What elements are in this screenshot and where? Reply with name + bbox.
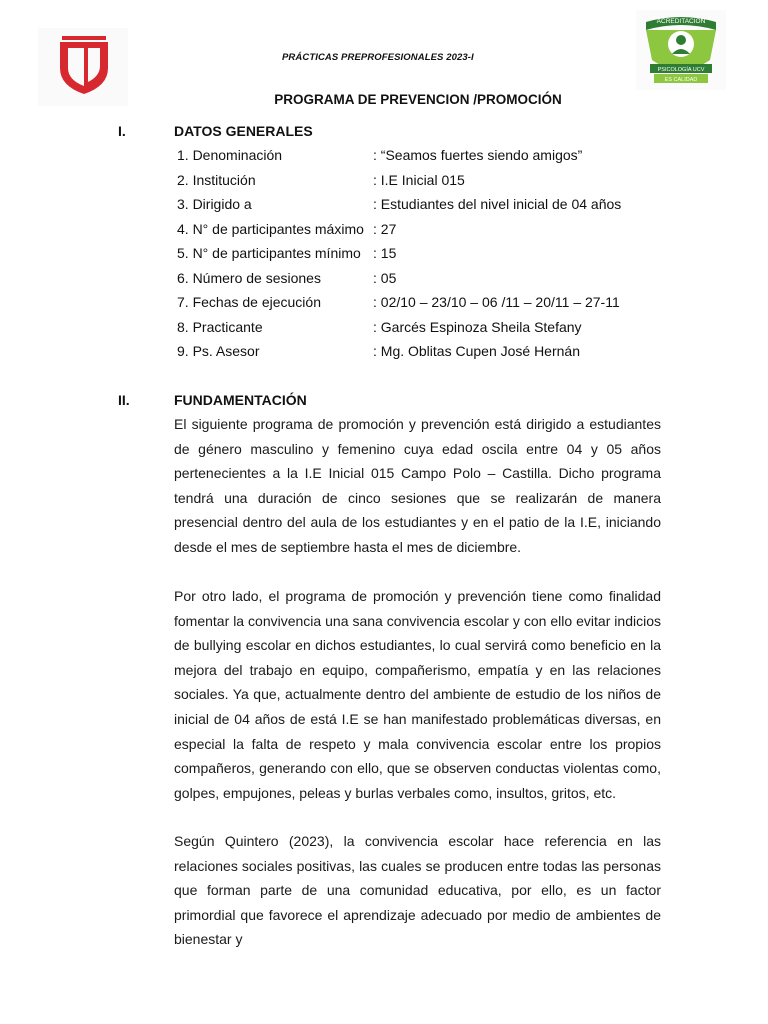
section-1-number: I. (118, 123, 126, 139)
section-2-number: II. (118, 392, 130, 408)
item-label: 6. Número de sesiones (177, 269, 321, 286)
item-label: 7. Fechas de ejecución (177, 294, 321, 310)
section-1-title: DATOS GENERALES (174, 123, 313, 139)
item-label: 2. Institución (177, 171, 256, 188)
general-data-list (177, 145, 677, 366)
list-item (177, 145, 677, 170)
item-value: : I.E Inicial 015 (373, 171, 465, 188)
item-value: : 15 (373, 245, 397, 261)
logo-psychology-text: PSICOLOGÍA UCV (657, 67, 705, 73)
item-value: : Estudiantes del nivel inicial de 04 años (373, 196, 622, 212)
running-header: PRÁCTICAS PREPROFESIONALES 2023-I (282, 52, 474, 63)
list-item (177, 317, 677, 342)
paragraph: Por otro lado, el programa de promoción y prevención tiene como finalidad fomentar la convivencia una sana convivencia escolar y con ello evitar indicios de bullying escolar en dichos estudiantes, lo cual servirá como beneficio en la mejora del trabajo en equipo, compañerismo, empatía y en las relaciones sociales. Ya que, actualmente dentro del ambiente de estudio de los niños de inicial de 04 años de está I.E se han manifestado problemáticas diversas, en especial la falta de respeto y mala convivencia escolar entre los propios compañeros, generando con ello, que se observen conductas violentas como, golpes, empujones, peleas y burlas verbales como, insultos, gritos, etc. (174, 588, 661, 801)
document-title: PROGRAMA DE PREVENCION /PROMOCIÓN (274, 92, 562, 107)
paragraph: El siguiente programa de promoción y prevención está dirigido a estudiantes de género masculino y femenino cuya edad oscila entre 04 y 05 años pertenecientes a la I.E Inicial 015 Campo Polo – Castilla. Dicho programa tendrá una duración de cinco sesiones que se realizarán de manera presencial dentro del aula de los estudiantes y en el patio de la I.E, iniciando desde el mes de septiembre hasta el mes de diciembre. (174, 416, 661, 555)
item-label: 8. Practicante (177, 318, 263, 335)
accreditation-logo-icon (636, 10, 726, 90)
item-value: : 27 (373, 220, 397, 237)
section-2-title: FUNDAMENTACIÓN (174, 392, 307, 408)
paragraph: Según Quintero (2023), la convivencia escolar hace referencia en las relaciones sociales positivas, las cuales se producen entre todas las personas que forman parte de una comunidad educativa, por ello, es un factor primordial que favorece el aprendizaje adecuado por medio de ambientes de bienestar y (174, 833, 661, 948)
list-item (177, 268, 677, 293)
item-label: 5. N° de participantes mínimo (177, 245, 361, 261)
list-item (177, 219, 677, 244)
list-item (177, 194, 677, 219)
item-value: : 05 (373, 269, 397, 286)
list-item (177, 341, 677, 366)
item-value: : “Seamos fuertes siendo amigos” (373, 147, 583, 163)
item-value: : 02/10 – 23/10 – 06 /11 – 20/11 – 27-11 (373, 294, 620, 310)
item-value: : Mg. Oblitas Cupen José Hernán (373, 343, 580, 359)
list-item (177, 170, 677, 195)
list-item (177, 292, 677, 317)
logo-quality-text: ES CALIDAD (664, 77, 698, 83)
list-item (177, 243, 677, 268)
logo-accreditation-text: ACREDITACIÓN (656, 18, 706, 25)
item-value: : Garcés Espinoza Sheila Stefany (373, 318, 582, 335)
item-label: 3. Dirigido a (177, 196, 252, 212)
item-label: 4. N° de participantes máximo (177, 220, 364, 237)
item-label: 1. Denominación (177, 147, 283, 163)
item-label: 9. Ps. Asesor (177, 343, 260, 359)
